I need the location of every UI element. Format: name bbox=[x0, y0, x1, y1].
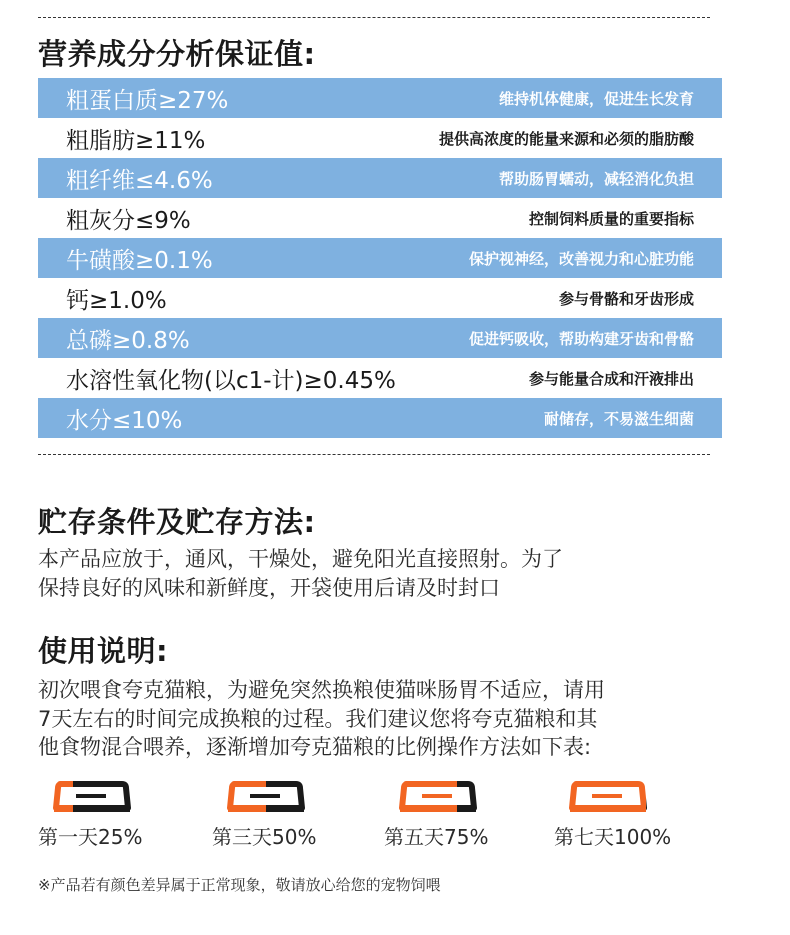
bottom-dashed-divider bbox=[38, 454, 710, 455]
nutrition-key: 水分≤10% bbox=[66, 407, 183, 434]
feeding-step bbox=[212, 778, 342, 858]
nutrition-desc: 控制饲料质量的重要指标 bbox=[528, 209, 694, 228]
storage-line: 保持良好的风味和新鲜度，开袋使用后请及时封口 bbox=[38, 575, 500, 600]
nutrition-key: 粗灰分≤9% bbox=[66, 207, 191, 234]
nutrition-key: 粗纤维≤4.6% bbox=[66, 167, 213, 194]
usage-text bbox=[38, 676, 605, 762]
feeding-step-label: 第五天75% bbox=[384, 825, 489, 849]
nutrition-row bbox=[38, 118, 722, 158]
feeding-step bbox=[554, 778, 684, 858]
nutrition-key: 钙≥1.0% bbox=[66, 287, 167, 314]
food-bowl-icon bbox=[568, 778, 648, 814]
nutrition-key: 牛磺酸≥0.1% bbox=[66, 247, 213, 274]
nutrition-row bbox=[38, 278, 722, 318]
usage-line: 初次喂食夸克猫粮，为避免突然换粮使猫咪肠胃不适应，请用 bbox=[38, 678, 605, 702]
nutrition-key: 水溶性氧化物(以c1-计)≥0.45% bbox=[66, 367, 396, 394]
food-bowl-icon bbox=[398, 778, 478, 814]
nutrition-desc: 促进钙吸收，帮助构建牙齿和骨骼 bbox=[468, 329, 694, 348]
feeding-step-label: 第七天100% bbox=[554, 825, 672, 849]
feeding-step bbox=[384, 778, 514, 858]
food-bowl-icon bbox=[226, 778, 306, 814]
nutrition-row bbox=[38, 398, 722, 438]
storage-line: 本产品应放于，通风，干燥处，避免阳光直接照射。为了 bbox=[38, 547, 563, 571]
food-bowl-icon bbox=[52, 778, 132, 814]
feeding-step-label: 第三天50% bbox=[212, 825, 317, 849]
nutrition-desc: 保护视神经，改善视力和心脏功能 bbox=[468, 249, 694, 268]
nutrition-desc: 耐储存，不易滋生细菌 bbox=[543, 409, 694, 428]
nutrition-desc: 参与骨骼和牙齿形成 bbox=[558, 289, 694, 308]
nutrition-table bbox=[38, 78, 722, 438]
feeding-step bbox=[38, 778, 168, 858]
usage-line: 7天左右的时间完成换粮的过程。我们建议您将夸克猫粮和其 bbox=[38, 706, 598, 731]
nutrition-key: 总磷≥0.8% bbox=[66, 327, 190, 354]
nutrition-row bbox=[38, 198, 722, 238]
nutrition-title: 营养成分分析保证值: bbox=[38, 37, 316, 71]
nutrition-row bbox=[38, 238, 722, 278]
nutrition-row bbox=[38, 158, 722, 198]
nutrition-desc: 提供高浓度的能量来源和必须的脂肪酸 bbox=[438, 129, 694, 148]
nutrition-desc: 参与能量合成和汗液排出 bbox=[528, 369, 694, 388]
usage-line: 他食物混合喂养，逐渐增加夸克猫粮的比例操作方法如下表: bbox=[38, 735, 592, 759]
nutrition-key: 粗脂肪≥11% bbox=[66, 127, 206, 154]
top-dashed-divider bbox=[38, 17, 710, 18]
storage-title: 贮存条件及贮存方法: bbox=[38, 505, 316, 539]
storage-text bbox=[38, 545, 563, 602]
nutrition-desc: 帮助肠胃蠕动，减轻消化负担 bbox=[498, 169, 694, 188]
nutrition-row bbox=[38, 78, 722, 118]
nutrition-key: 粗蛋白质≥27% bbox=[66, 87, 229, 114]
footnote: ※产品若有颜色差异属于正常现象，敬请放心给您的宠物饲喂 bbox=[38, 876, 441, 894]
nutrition-row bbox=[38, 358, 722, 398]
feeding-steps bbox=[38, 778, 738, 858]
nutrition-desc: 维持机体健康，促进生长发育 bbox=[498, 89, 694, 108]
nutrition-row bbox=[38, 318, 722, 358]
usage-title: 使用说明: bbox=[38, 634, 169, 668]
feeding-step-label: 第一天25% bbox=[38, 825, 143, 849]
